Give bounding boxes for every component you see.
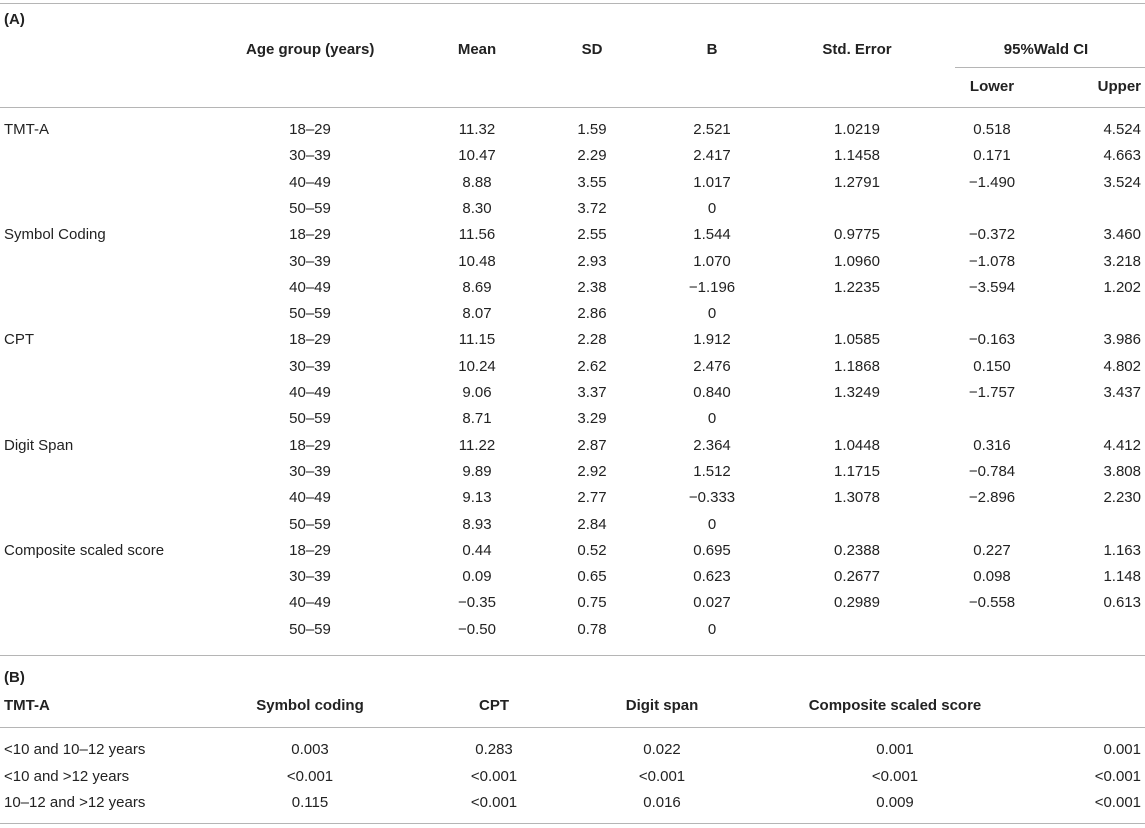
cell-std-error: 1.2235 [834, 278, 880, 296]
cell-b: 1.512 [693, 462, 731, 480]
cell-std-error: 0.2677 [834, 568, 880, 586]
cell-upper: 3.986 [1103, 331, 1141, 349]
cell-upper: 1.202 [1103, 278, 1141, 296]
section-b-label: (B) [4, 669, 25, 686]
cell-age-group: 18–29 [289, 226, 331, 244]
cell-lower: −2.896 [968, 489, 1016, 507]
cell-sd: 3.55 [577, 173, 607, 191]
cell-upper: 4.412 [1103, 436, 1141, 454]
cell-sd: 2.38 [577, 278, 607, 296]
cell-std-error: 1.3078 [834, 489, 880, 507]
cell-b: 0.027 [693, 594, 731, 612]
header-b-tmt-a: TMT-A [4, 697, 50, 714]
cell-measure: Symbol Coding [4, 226, 106, 244]
cell-std-error: 1.0960 [834, 252, 880, 270]
header-b-cpt: CPT [479, 697, 509, 714]
cell-age-group: 50–59 [289, 410, 331, 428]
cell-cpt: 0.283 [475, 741, 513, 758]
rule-top [0, 3, 1145, 4]
cell-b: 0.840 [693, 384, 731, 401]
cell-last: <0.001 [1094, 767, 1141, 785]
cell-age-group: 50–59 [289, 515, 331, 533]
cell-sd: 2.55 [577, 226, 607, 244]
cell-lower: 0.171 [973, 147, 1011, 165]
section-a-label: (A) [4, 11, 25, 28]
cell-b: 1.544 [693, 226, 731, 244]
cell-age-group: 50–59 [289, 199, 331, 217]
cell-mean: 0.09 [462, 568, 492, 586]
cell-lower: −1.757 [968, 384, 1016, 401]
cell-lower: 0.098 [973, 568, 1011, 586]
cell-digit-span: <0.001 [638, 767, 686, 785]
cell-measure: CPT [4, 331, 34, 349]
header-b-symbol-coding: Symbol coding [256, 697, 364, 714]
cell-mean: 8.69 [462, 278, 492, 296]
cell-std-error: 1.1458 [834, 147, 880, 165]
cell-age-group: 18–29 [289, 541, 331, 559]
cell-sd: 3.37 [577, 384, 607, 401]
cell-sd: 2.86 [577, 305, 607, 323]
cell-age-group: 30–39 [289, 568, 331, 586]
cell-upper: 3.218 [1103, 252, 1141, 270]
cell-sd: 3.72 [577, 199, 607, 217]
header-age-group: Age group (years) [246, 41, 375, 58]
cell-digit-span: 0.016 [643, 794, 681, 811]
rule-section-divider [0, 655, 1145, 656]
cell-last: 0.001 [1103, 741, 1141, 758]
cell-age-group: 40–49 [289, 489, 331, 507]
cell-b: 2.364 [693, 436, 731, 454]
cell-upper: 2.230 [1103, 489, 1141, 507]
cell-age-group: 40–49 [289, 278, 331, 296]
cell-composite: 0.001 [876, 741, 914, 758]
cell-b: 0 [707, 305, 717, 323]
cell-b: 0.623 [693, 568, 731, 586]
cell-age-group: 30–39 [289, 147, 331, 165]
cell-upper: 3.437 [1103, 384, 1141, 401]
header-std-error: Std. Error [822, 41, 892, 58]
cell-comparison: <10 and >12 years [4, 767, 130, 785]
cell-age-group: 40–49 [289, 173, 331, 191]
cell-lower: −3.594 [968, 278, 1016, 296]
cell-mean: 8.88 [462, 173, 492, 191]
cell-std-error: 0.2388 [834, 541, 880, 559]
rule-header-bottom-b [0, 727, 1145, 728]
header-lower: Lower [969, 78, 1015, 95]
cell-sd: 1.59 [577, 121, 607, 138]
cell-upper: 4.524 [1103, 121, 1141, 138]
cell-age-group: 30–39 [289, 357, 331, 375]
cell-b: 0 [707, 199, 717, 217]
cell-mean: 10.47 [458, 147, 496, 165]
cell-last: <0.001 [1094, 794, 1141, 811]
cell-age-group: 40–49 [289, 594, 331, 612]
cell-b: −1.196 [688, 278, 736, 296]
cell-mean: −0.35 [458, 594, 496, 612]
rule-header-bottom-a [0, 107, 1145, 108]
cell-age-group: 18–29 [289, 436, 331, 454]
cell-upper: 0.613 [1103, 594, 1141, 612]
cell-composite: 0.009 [876, 794, 914, 811]
cell-composite: <0.001 [871, 767, 919, 785]
cell-measure: TMT-A [4, 121, 49, 138]
cell-sd: 0.65 [577, 568, 607, 586]
cell-mean: 11.32 [458, 121, 496, 138]
cell-mean: 9.13 [462, 489, 492, 507]
cell-symbol-coding: <0.001 [286, 767, 334, 785]
cell-mean: 0.44 [462, 541, 492, 559]
cell-comparison: 10–12 and >12 years [4, 794, 146, 811]
cell-upper: 1.148 [1103, 568, 1141, 586]
cell-lower: −1.078 [968, 252, 1016, 270]
cell-b: 0 [707, 410, 717, 428]
header-upper: Upper [1097, 78, 1141, 95]
cell-symbol-coding: 0.115 [291, 794, 329, 811]
cell-sd: 2.87 [577, 436, 607, 454]
cell-upper: 1.163 [1103, 541, 1141, 559]
header-b-digit-span: Digit span [625, 697, 699, 714]
cell-b: 2.417 [693, 147, 731, 165]
cell-lower: −1.490 [968, 173, 1016, 191]
cell-b: 0 [707, 515, 717, 533]
cell-upper: 4.663 [1103, 147, 1141, 165]
cell-std-error: 1.1868 [834, 357, 880, 375]
cell-age-group: 18–29 [289, 121, 331, 138]
cell-sd: 2.77 [577, 489, 607, 507]
cell-b: 0 [707, 620, 717, 638]
cell-sd: 2.62 [577, 357, 607, 375]
cell-std-error: 0.2989 [834, 594, 880, 612]
cell-sd: 2.29 [577, 147, 607, 165]
header-b: B [706, 41, 718, 58]
cell-age-group: 50–59 [289, 620, 331, 638]
header-wald-ci: 95%Wald CI [1003, 41, 1089, 58]
rule-ci-underline [955, 67, 1145, 68]
cell-age-group: 30–39 [289, 462, 331, 480]
cell-b: 1.070 [693, 252, 731, 270]
cell-age-group: 50–59 [289, 305, 331, 323]
cell-age-group: 18–29 [289, 331, 331, 349]
cell-sd: 2.92 [577, 462, 607, 480]
cell-lower: −0.372 [968, 226, 1016, 244]
cell-digit-span: 0.022 [643, 741, 681, 758]
cell-upper: 4.802 [1103, 357, 1141, 375]
cell-lower: 0.150 [973, 357, 1011, 375]
cell-sd: 3.29 [577, 410, 607, 428]
cell-lower: −0.163 [968, 331, 1016, 349]
cell-lower: 0.518 [973, 121, 1011, 138]
cell-age-group: 40–49 [289, 384, 331, 401]
cell-sd: 2.84 [577, 515, 607, 533]
cell-mean: 8.07 [462, 305, 492, 323]
cell-lower: 0.316 [973, 436, 1011, 454]
cell-std-error: 1.2791 [834, 173, 880, 191]
cell-cpt: <0.001 [470, 794, 518, 811]
cell-mean: −0.50 [458, 620, 496, 638]
cell-std-error: 1.1715 [834, 462, 880, 480]
cell-sd: 0.78 [577, 620, 607, 638]
cell-sd: 0.52 [577, 541, 607, 559]
cell-symbol-coding: 0.003 [291, 741, 329, 758]
cell-mean: 10.48 [458, 252, 496, 270]
cell-measure: Composite scaled score [4, 541, 165, 559]
header-b-composite: Composite scaled score [808, 697, 982, 714]
cell-b: −0.333 [688, 489, 736, 507]
cell-lower: −0.558 [968, 594, 1016, 612]
cell-b: 2.476 [693, 357, 731, 375]
cell-age-group: 30–39 [289, 252, 331, 270]
cell-mean: 11.22 [458, 436, 496, 454]
cell-b: 2.521 [693, 121, 731, 138]
cell-mean: 8.93 [462, 515, 492, 533]
cell-b: 1.912 [693, 331, 731, 349]
cell-std-error: 1.0585 [834, 331, 880, 349]
cell-measure: Digit Span [4, 436, 74, 454]
header-mean: Mean [457, 41, 497, 58]
cell-mean: 10.24 [458, 357, 496, 375]
cell-std-error: 1.3249 [834, 384, 880, 401]
cell-std-error: 1.0219 [834, 121, 880, 138]
cell-upper: 3.460 [1103, 226, 1141, 244]
cell-mean: 11.15 [458, 331, 496, 349]
cell-mean: 11.56 [458, 226, 496, 244]
cell-b: 1.017 [693, 173, 731, 191]
cell-std-error: 1.0448 [834, 436, 880, 454]
cell-lower: −0.784 [968, 462, 1016, 480]
cell-std-error: 0.9775 [834, 226, 880, 244]
cell-mean: 9.06 [462, 384, 492, 401]
cell-cpt: <0.001 [470, 767, 518, 785]
rule-bottom [0, 823, 1145, 824]
cell-sd: 0.75 [577, 594, 607, 612]
cell-b: 0.695 [693, 541, 731, 559]
cell-upper: 3.524 [1103, 173, 1141, 191]
cell-upper: 3.808 [1103, 462, 1141, 480]
cell-lower: 0.227 [973, 541, 1011, 559]
cell-sd: 2.93 [577, 252, 607, 270]
cell-comparison: <10 and 10–12 years [4, 741, 146, 758]
cell-mean: 9.89 [462, 462, 492, 480]
header-sd: SD [581, 41, 603, 58]
cell-mean: 8.30 [462, 199, 492, 217]
cell-mean: 8.71 [462, 410, 492, 428]
cell-sd: 2.28 [577, 331, 607, 349]
